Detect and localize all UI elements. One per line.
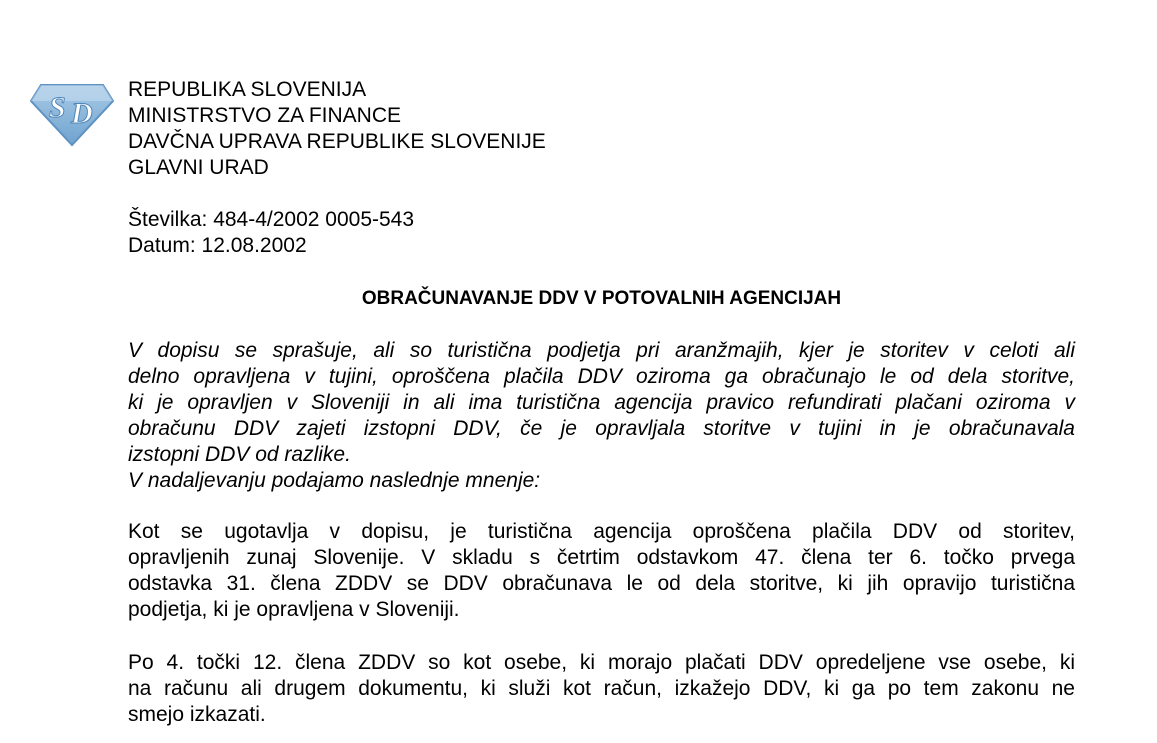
svg-text:D: D (71, 97, 93, 130)
fu-rs-logo (27, 77, 117, 149)
paragraph-line: opravljenih zunaj Slovenije. V skladu s četrtim odstavkom 47. člena ter 6. točko prvega (128, 546, 1075, 569)
query-line: delno opravljena v tujini, oproščena plačila DDV oziroma ga obračunajo le od dela storitve, (128, 365, 1075, 388)
query-line: obračunu DDV zajeti izstopni DDV, če je opravljala storitve v tujini in je obračunavala (128, 417, 1075, 440)
paragraph-exemption (128, 519, 1075, 623)
query-line: V dopisu se sprašuje, ali so turistična podjetja pri aranžmajih, kjer je storitev v celoti ali (128, 339, 1075, 362)
header-line-republic: REPUBLIKA SLOVENIJA (128, 78, 367, 101)
issuer-header (128, 77, 546, 181)
header-line-ministry: MINISTRSTVO ZA FINANCE (128, 104, 402, 127)
query-paragraph (128, 338, 1075, 494)
document-number: Številka: 484-4/2002 0005-543 (128, 208, 415, 231)
document-title: OBRAČUNAVANJE DDV V POTOVALNIH AGENCIJAH (361, 288, 842, 309)
fu-rs-diamond-logo-icon (27, 77, 117, 149)
document-date: Datum: 12.08.2002 (128, 234, 307, 257)
paragraph-liable-persons (128, 650, 1075, 728)
paragraph-line: Po 4. točki 12. člena ZDDV so kot osebe, ki morajo plačati DDV opredeljene vse osebe, ki (128, 651, 1075, 674)
paragraph-line: Kot se ugotavlja v dopisu, je turistična agencija oproščena plačila DDV od storitev, (128, 520, 1075, 543)
paragraph-line: podjetja, ki je opravljena v Sloveniji. (128, 598, 460, 621)
query-line: V nadaljevanju podajamo naslednje mnenje: (128, 469, 541, 492)
paragraph-line: na računu ali drugem dokumentu, ki služi kot račun, izkažejo DDV, ki ga po tem zakonu ne (128, 677, 1075, 700)
query-line: izstopni DDV od razlike. (128, 443, 351, 466)
document-meta (128, 207, 414, 259)
paragraph-line: odstavka 31. člena ZDDV se DDV obračunava le od dela storitve, ki jih opravijo turistična (128, 572, 1075, 595)
header-line-tax-office: DAVČNA UPRAVA REPUBLIKE SLOVENIJE (128, 130, 546, 153)
paragraph-line: smejo izkazati. (128, 703, 266, 726)
svg-text:S: S (49, 91, 66, 124)
query-line: ki je opravljen v Sloveniji in ali ima turistična agencija pravico refundirati plačani oziroma v (128, 391, 1075, 414)
header-line-main-office: GLAVNI URAD (128, 156, 269, 179)
